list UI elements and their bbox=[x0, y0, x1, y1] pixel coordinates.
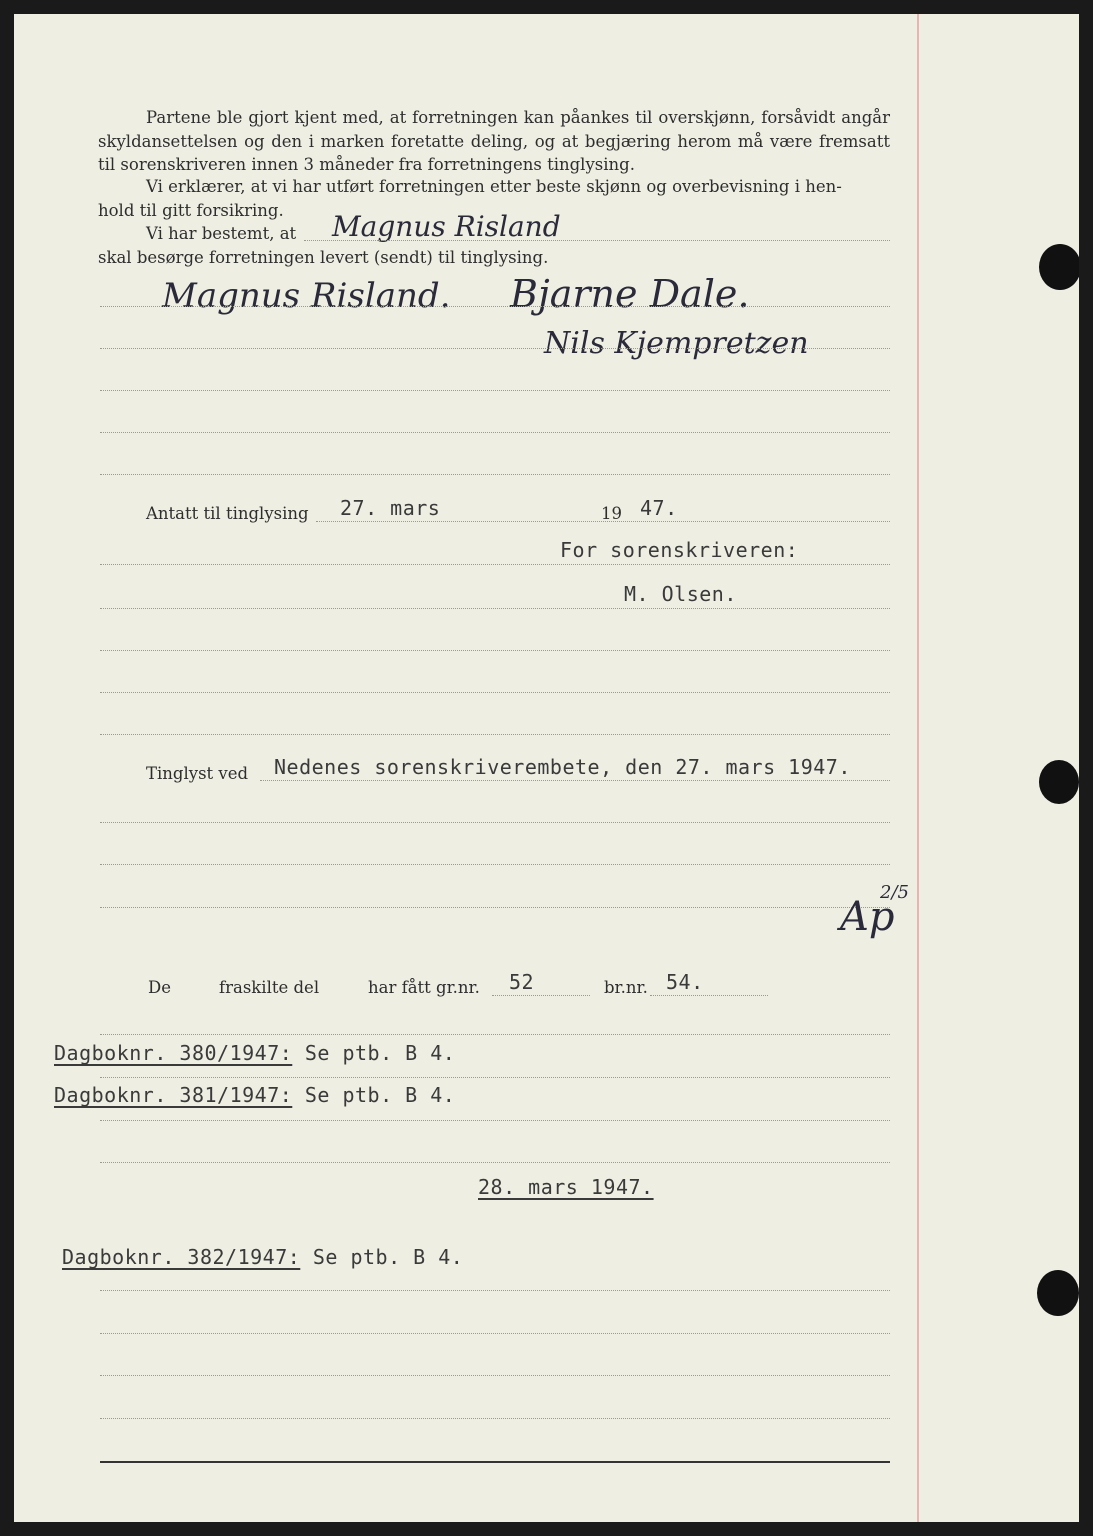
rule bbox=[100, 734, 890, 735]
rule bbox=[100, 1034, 890, 1035]
entry-text: Se ptb. B 4. bbox=[304, 1041, 456, 1065]
brnr-value: 54. bbox=[666, 970, 704, 994]
tinglyst-label: Tinglyst ved bbox=[146, 764, 249, 783]
besorge-text: skal besørge forretningen levert (sendt) til tinglysing. bbox=[98, 248, 549, 267]
rule bbox=[100, 564, 890, 565]
document-page bbox=[14, 14, 1079, 1522]
entry-text: Se ptb. B 4. bbox=[304, 1083, 456, 1107]
rule bbox=[100, 390, 890, 391]
rule bbox=[100, 907, 890, 908]
signer-name: M. Olsen. bbox=[624, 582, 737, 606]
rule bbox=[100, 822, 890, 823]
rule bbox=[100, 1290, 890, 1291]
rule bbox=[260, 780, 890, 781]
rule bbox=[492, 995, 590, 996]
grnr-value: 52 bbox=[509, 970, 535, 994]
paragraph-declaration-line1: Vi erklærer, at vi har utført forretningen etter beste skjønn og overbevisning i hen- bbox=[146, 177, 842, 196]
entry-label: Dagboknr. 381/1947: bbox=[54, 1083, 293, 1107]
rule bbox=[100, 1162, 890, 1163]
margin-line bbox=[917, 14, 919, 1522]
initials-note-handwriting: 2/5 bbox=[880, 882, 909, 903]
rule bbox=[100, 692, 890, 693]
entry-label: Dagboknr. 380/1947: bbox=[54, 1041, 293, 1065]
rule bbox=[100, 432, 890, 433]
brnr-label: br.nr. bbox=[604, 978, 648, 997]
entry-label: Dagboknr. 382/1947: bbox=[62, 1245, 301, 1269]
rule bbox=[304, 240, 890, 241]
tinglyst-text: Nedenes sorenskriverembete, den 27. mars 1947. bbox=[274, 755, 851, 779]
punch-hole bbox=[1039, 760, 1079, 804]
signature-1: Magnus Risland. bbox=[162, 276, 451, 316]
rule bbox=[100, 608, 890, 609]
date-heading: 28. mars 1947. bbox=[478, 1175, 654, 1199]
de-label: De bbox=[148, 978, 171, 997]
rule bbox=[100, 1120, 890, 1121]
rule bbox=[100, 864, 890, 865]
rule bbox=[100, 1418, 890, 1419]
rule bbox=[650, 995, 768, 996]
antatt-label: Antatt til tinglysing bbox=[146, 504, 309, 523]
rule bbox=[100, 1375, 890, 1376]
initials-handwriting: Ap bbox=[840, 894, 895, 940]
bestemt-label: Vi har bestemt, at bbox=[146, 224, 297, 243]
punch-hole bbox=[1039, 244, 1079, 290]
appointee-handwriting: Magnus Risland bbox=[332, 210, 561, 243]
har-fatt-label: har fått gr.nr. bbox=[368, 978, 480, 997]
entry-text: Se ptb. B 4. bbox=[312, 1245, 464, 1269]
dagbok-entry-380 bbox=[54, 1041, 455, 1065]
rule bbox=[100, 650, 890, 651]
rule bbox=[100, 1333, 890, 1334]
paragraph-appeal: Partene ble gjort kjent med, at forretningen kan påankes til overskjønn, forsåvidt angår skyldansettelsen og den i marken foretatte deling, og at begjæring herom må være fremsatt til sorenskriveren innen 3 måneder fra forretningens tinglysing. bbox=[98, 108, 890, 174]
antatt-year: 47. bbox=[640, 496, 678, 520]
closing-line bbox=[100, 1461, 890, 1463]
signature-3: Nils Kjempretzen bbox=[544, 326, 809, 361]
rule bbox=[100, 348, 890, 349]
for-sorenskriveren: For sorenskriveren: bbox=[560, 538, 799, 562]
rule bbox=[100, 474, 890, 475]
punch-hole bbox=[1037, 1270, 1079, 1316]
dagbok-entry-382 bbox=[62, 1245, 463, 1269]
rule bbox=[100, 306, 890, 307]
rule bbox=[100, 1077, 890, 1078]
year-prefix: 19 bbox=[601, 504, 622, 523]
rule bbox=[316, 521, 890, 522]
paragraph-declaration-line2: hold til gitt forsikring. bbox=[98, 201, 284, 220]
antatt-date: 27. mars bbox=[340, 496, 441, 520]
signature-2: Bjarne Dale. bbox=[510, 272, 750, 316]
fraskilte-label: fraskilte del bbox=[219, 978, 320, 997]
dagbok-entry-381 bbox=[54, 1083, 455, 1107]
